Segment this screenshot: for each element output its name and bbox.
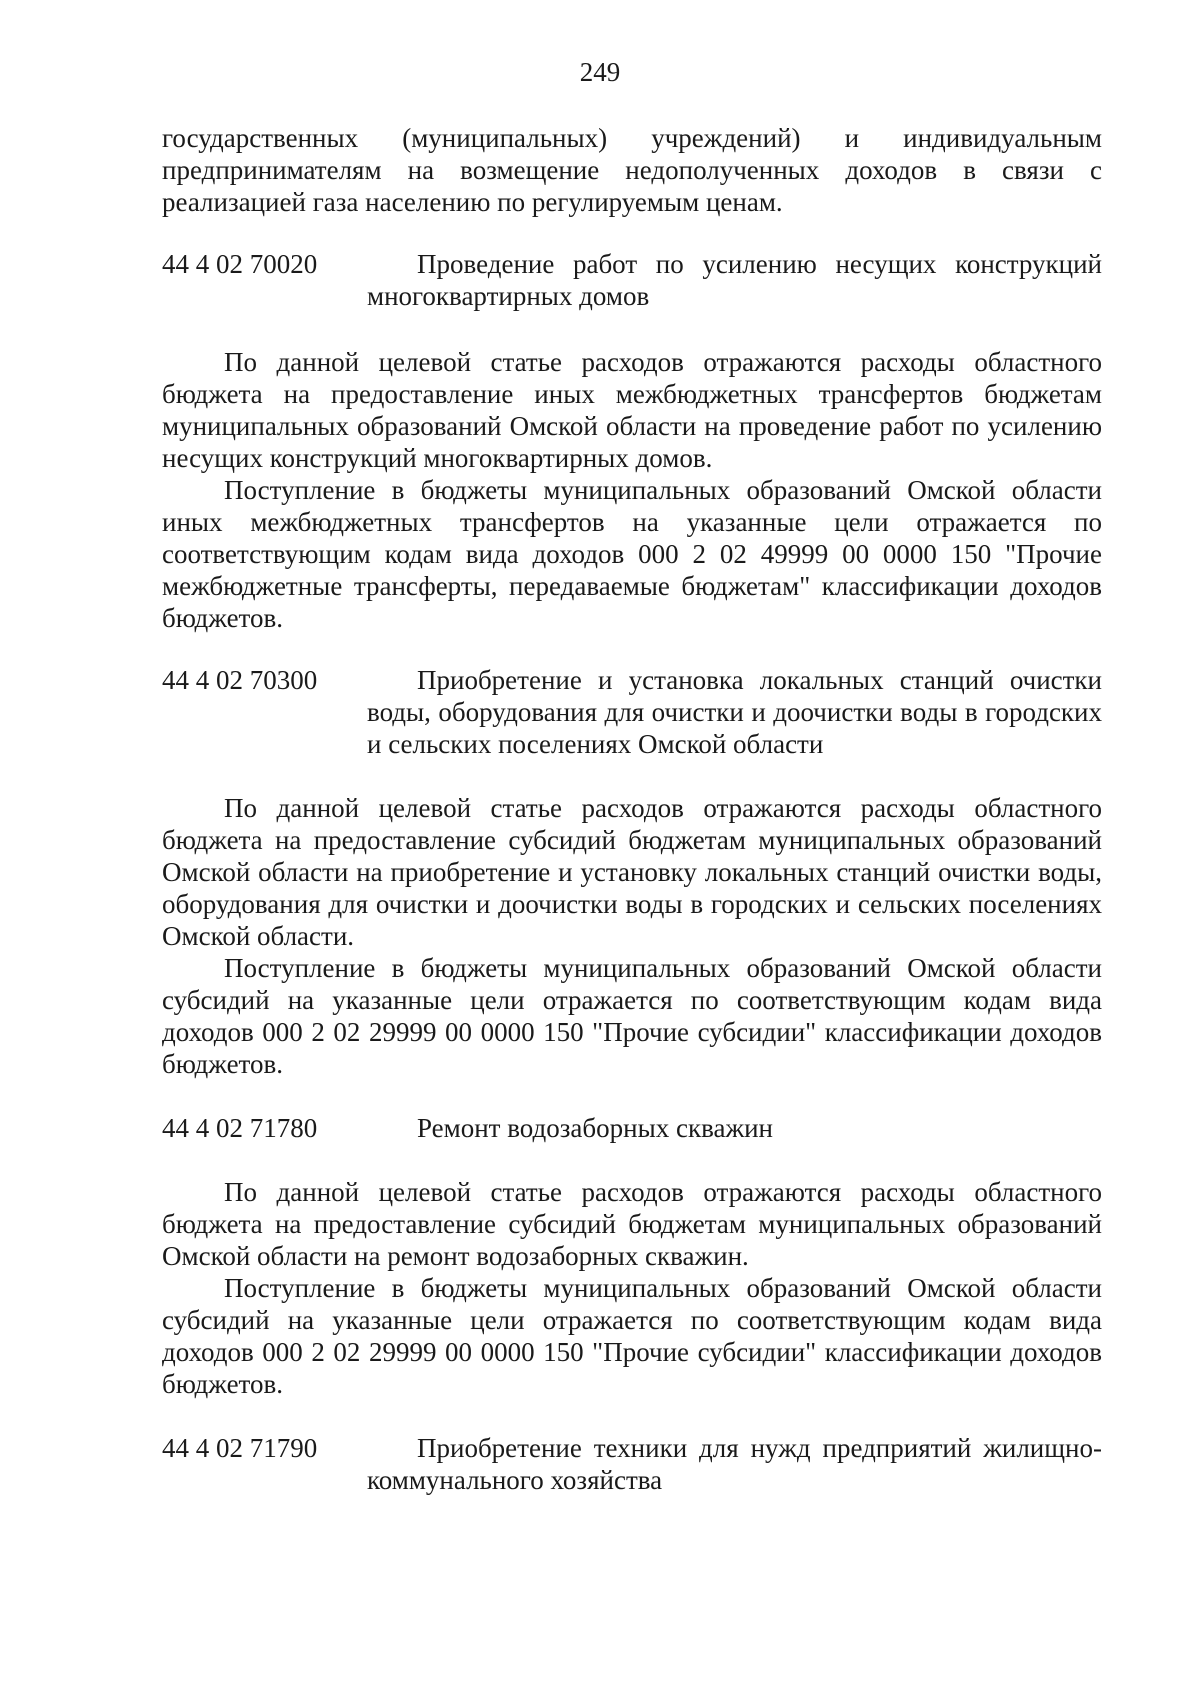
section-paragraph: Поступление в бюджеты муниципальных образований Омской области субсидий на указанные цели отражается по соответствующим кодам вида доходов 000 2 02 29999 00 0000 150 "Прочие субсидии" классификации доходов бюджетов. — [162, 953, 1102, 1079]
section-heading — [162, 1432, 1102, 1496]
intro-paragraph: государственных (муниципальных) учреждений) и индивидуальным предпринимателям на возмещение недополученных доходов в связи с реализацией газа населению по регулируемым ценам. — [162, 123, 1102, 217]
section-paragraph: По данной целевой статье расходов отражаются расходы областного бюджета на предоставление субсидий бюджетам муниципальных образований Омской области на приобретение и установку локальных станций очистки воды, оборудования для очистки и доочистки воды в городских и сельских поселениях Омской области. — [162, 793, 1102, 951]
page-number: 249 — [579, 57, 621, 87]
section-body — [162, 346, 1102, 634]
section-paragraph: По данной целевой статье расходов отражаются расходы областного бюджета на предоставление субсидий бюджетам муниципальных образований Омской области на ремонт водозаборных скважин. — [162, 1177, 1102, 1271]
intro-block — [162, 122, 1102, 218]
section-heading — [162, 1112, 1102, 1144]
section-title: Ремонт водозаборных скважин — [417, 1113, 774, 1143]
section-body — [162, 1176, 1102, 1400]
section-heading — [162, 664, 1102, 760]
section-code: 44 4 02 71790 — [162, 1433, 318, 1463]
section-heading — [162, 248, 1102, 312]
section-body — [162, 792, 1102, 1080]
section-title: Проведение работ по усилению несущих конструкций многоквартирных домов — [367, 249, 1102, 311]
section-paragraph: Поступление в бюджеты муниципальных образований Омской области субсидий на указанные цели отражается по соответствующим кодам вида доходов 000 2 02 29999 00 0000 150 "Прочие субсидии" классификации доходов бюджетов. — [162, 1273, 1102, 1399]
section-title: Приобретение техники для нужд предприятий жилищно-коммунального хозяйства — [367, 1433, 1102, 1495]
section-title: Приобретение и установка локальных станций очистки воды, оборудования для очистки и доочистки воды в городских и сельских поселениях Омской области — [367, 665, 1102, 759]
section-paragraph: По данной целевой статье расходов отражаются расходы областного бюджета на предоставление иных межбюджетных трансфертов бюджетам муниципальных образований Омской области на проведение работ по усилению несущих конструкций многоквартирных домов. — [162, 347, 1102, 473]
section-paragraph: Поступление в бюджеты муниципальных образований Омской области иных межбюджетных трансфертов на указанные цели отражается по соответствующим кодам вида доходов 000 2 02 49999 00 0000 150 "Прочие межбюджетные трансферты, передаваемые бюджетам" классификации доходов бюджетов. — [162, 475, 1102, 633]
section-code: 44 4 02 71780 — [162, 1113, 318, 1143]
section-code: 44 4 02 70020 — [162, 249, 318, 279]
section-code: 44 4 02 70300 — [162, 665, 318, 695]
